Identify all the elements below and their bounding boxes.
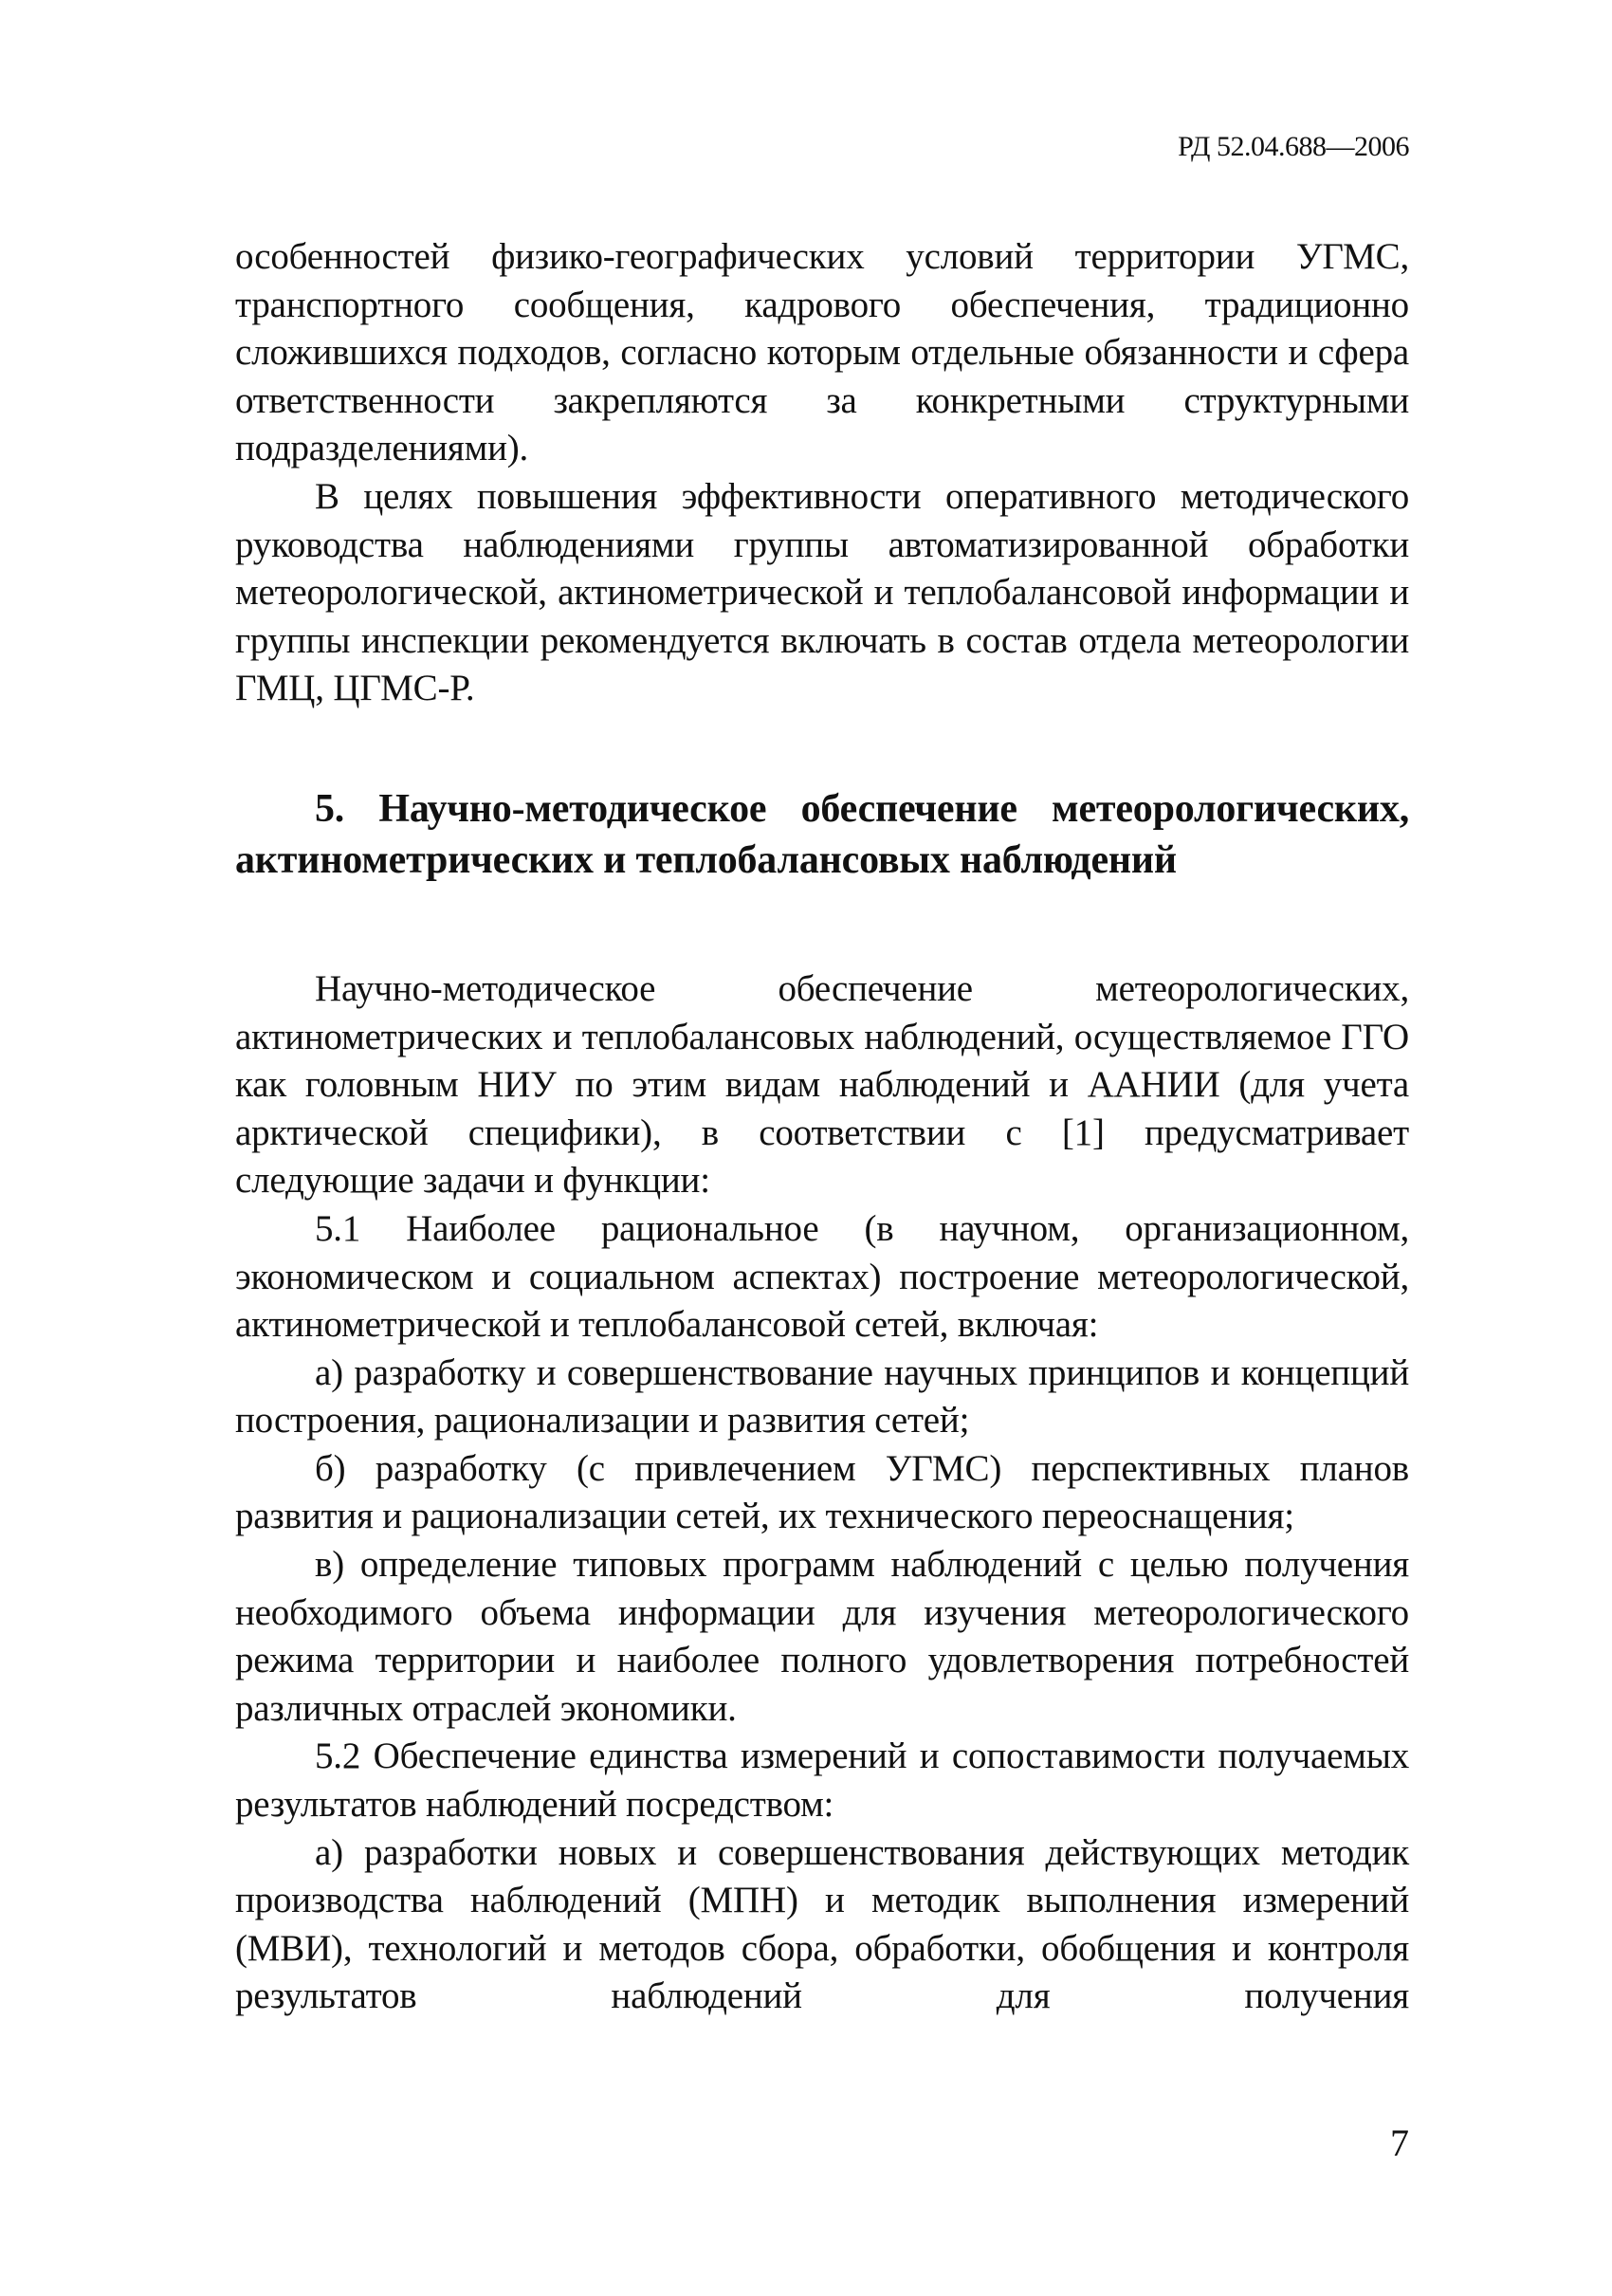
section-intro: Научно-методическое обеспечение метеорологических, актинометрических и теплобалансовых наблюдений, осуществляемое ГГО как головным НИУ по этим видам наблюдений и ААНИИ (для учета арктической специфики), в соответствии с [1] предусматривает следующие задачи и функции:: [235, 967, 1409, 1202]
section-heading: 5. Научно-методическое обеспечение метеорологических, актинометрических и теплобалансовых наблюдений: [235, 786, 1409, 882]
item-5-1-c: в) определение типовых программ наблюдений с целью получения необходимого объема информации для изучения метеорологического режима территории и наиболее полного удовлетворения потребностей различных отраслей экономики.: [235, 1544, 1409, 1729]
item-5-2-a: а) разработки новых и совершенствования действующих методик производства наблюдений (МПН) и методик выполнения измерений (МВИ), технологий и методов сбора, обработки, обобщения и контроля результатов наблюдений для получения: [235, 1831, 1409, 2017]
item-5-1-b: б) разработку (с привлечением УГМС) перспективных планов развития и рационализации сетей, их технического переоснащения;: [235, 1447, 1409, 1537]
page-number: 7: [1390, 2122, 1409, 2164]
document-code: РД 52.04.688—2006: [1178, 131, 1409, 162]
item-5-1: 5.1 Наиболее рациональное (в научном, организационном, экономическом и социальном аспектах) построение метеорологической, актинометрической и теплобалансовой сетей, включая:: [235, 1207, 1409, 1346]
item-5-2: 5.2 Обеспечение единства измерений и сопоставимости получаемых результатов наблюдений посредством:: [235, 1736, 1409, 1826]
item-5-1-a: а) разработку и совершенствование научных принципов и концепций построения, рационализации и развития сетей;: [235, 1351, 1409, 1442]
page-body: [235, 233, 1409, 2021]
paragraph-efficiency: В целях повышения эффективности оперативного методического руководства наблюдениями группы автоматизированной обработки метеорологической, актинометрической и теплобалансовой информации и группы инспекции рекомендуется включать в состав отдела метеорологии ГМЦ, ЦГМС-Р.: [235, 475, 1409, 709]
paragraph-continued: особенностей физико-географических условий территории УГМС, транспортного сообщения, кадрового обеспечения, традиционно сложившихся подходов, согласно которым отдельные обязанности и сфера ответственности закрепляются за конкретными структурными подразделениями).: [235, 236, 1409, 469]
